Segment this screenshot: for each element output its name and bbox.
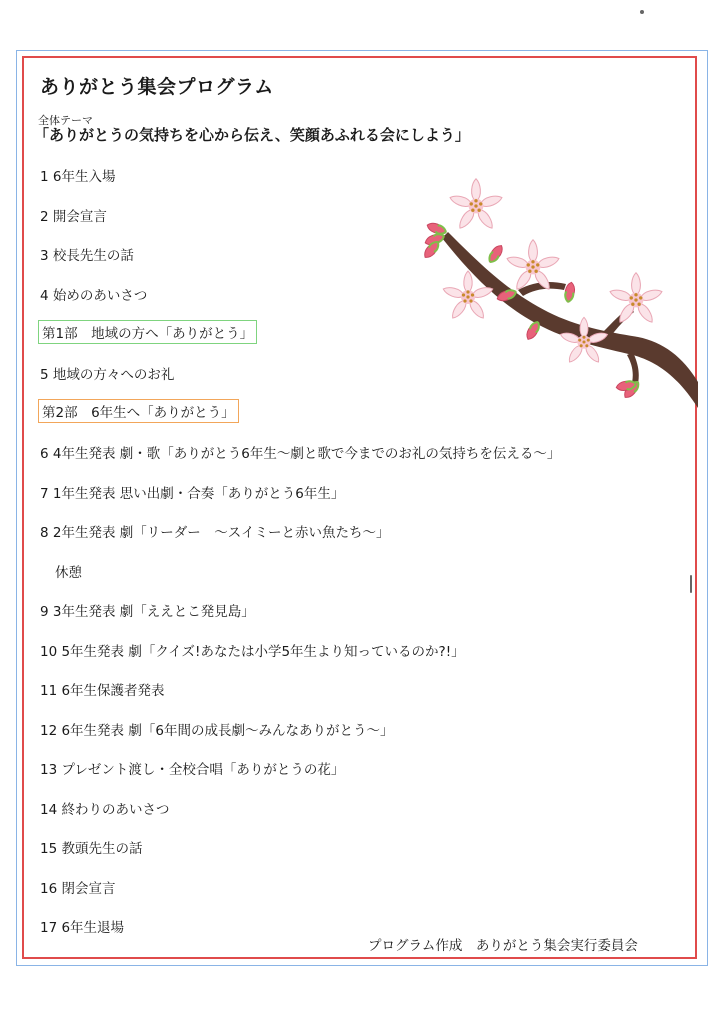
section-heading-part1: 第1部 地域の方へ「ありがとう」 xyxy=(38,320,257,344)
program-item: 17 6年生退場 xyxy=(40,920,125,936)
theme-label: 全体テーマ xyxy=(38,114,93,127)
program-item: 16 閉会宣言 xyxy=(40,881,116,897)
program-item: 7 1年生発表 思い出劇・合奏「ありがとう6年生」 xyxy=(40,486,345,502)
program-item: 9 3年生発表 劇「ええとこ発見島」 xyxy=(40,604,255,620)
program-item: 10 5年生発表 劇「クイズ!あなたは小学5年生より知っているのか?!」 xyxy=(40,644,465,660)
program-item: 4 始めのあいさつ xyxy=(40,288,148,304)
program-item: 12 6年生発表 劇「6年間の成長劇～みんなありがとう～」 xyxy=(40,723,394,739)
footer-credit: プログラム作成 ありがとう集会実行委員会 xyxy=(368,938,638,954)
program-item: 2 開会宣言 xyxy=(40,209,107,225)
scan-speck xyxy=(690,575,692,593)
program-item: 3 校長先生の話 xyxy=(40,248,134,264)
program-item: 5 地域の方々へのお礼 xyxy=(40,367,175,383)
section-heading-part2: 第2部 6年生へ「ありがとう」 xyxy=(38,399,239,423)
page-title: ありがとう集会プログラム xyxy=(40,76,274,98)
program-item: 1 6年生入場 xyxy=(40,169,116,185)
program-item: 8 2年生発表 劇「リーダー ～スイミーと赤い魚たち～」 xyxy=(40,525,390,541)
break-item: 休憩 xyxy=(55,565,82,581)
program-item: 13 プレゼント渡し・全校合唱「ありがとうの花」 xyxy=(40,762,345,778)
program-item: 15 教頭先生の話 xyxy=(40,841,143,857)
theme-text: 「ありがとうの気持ちを心から伝え、笑顔あふれる会にしよう」 xyxy=(34,126,470,144)
program-item: 11 6年生保護者発表 xyxy=(40,683,165,699)
scan-speck xyxy=(640,10,644,14)
cherry-blossom-branch-illustration xyxy=(398,172,698,408)
program-item: 6 4年生発表 劇・歌「ありがとう6年生～劇と歌で今までのお礼の気持ちを伝える～」 xyxy=(40,446,561,462)
program-item: 14 終わりのあいさつ xyxy=(40,802,170,818)
